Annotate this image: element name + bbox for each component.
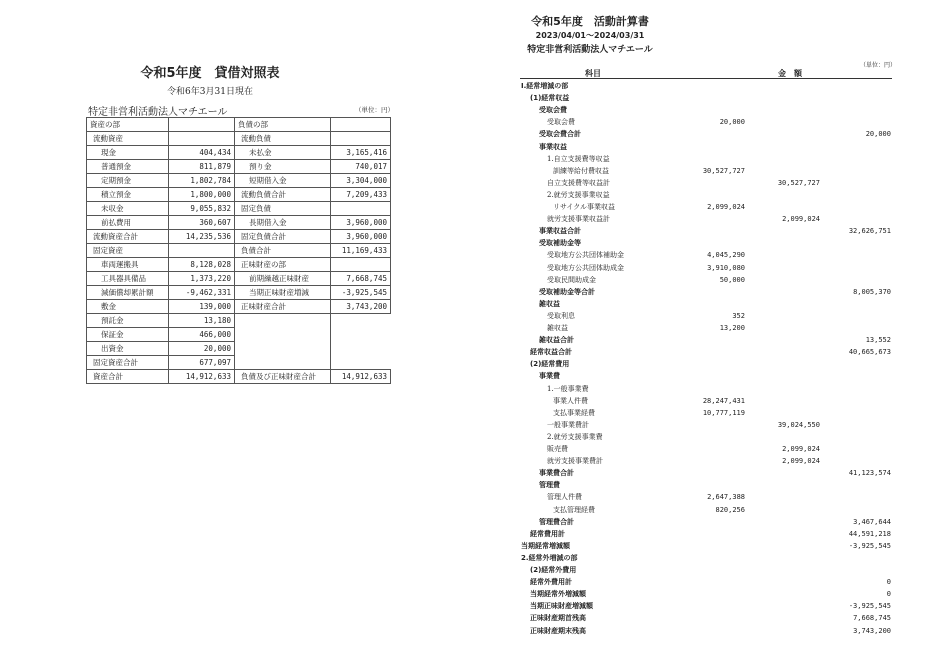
- statement-row-label: リサイクル事業収益: [553, 203, 616, 211]
- statement-row: [0, 287, 930, 298]
- account-cell: 流動負債: [235, 132, 331, 146]
- statement-row: [0, 323, 930, 334]
- account-cell: 未収金: [87, 202, 169, 216]
- statement-row-label: 事業費: [539, 372, 560, 381]
- statement-row: [0, 384, 930, 395]
- amount-cell: 13,180: [169, 314, 235, 328]
- statement-row: [0, 432, 930, 443]
- statement-amount: -3,925,545: [848, 541, 891, 550]
- amount-cell: 9,055,832: [169, 202, 235, 216]
- amount-cell: -3,925,545: [331, 286, 391, 300]
- statement-row: [0, 359, 930, 370]
- amount-cell: 3,743,200: [331, 300, 391, 314]
- statement-row: [0, 142, 930, 153]
- statement-row: [0, 335, 930, 346]
- account-cell: 固定負債合計: [235, 230, 331, 244]
- amount-cell: 3,960,000: [331, 230, 391, 244]
- statement-amount: 8,005,370: [853, 287, 891, 296]
- statement-row-label: 管理費: [539, 481, 560, 490]
- statement-row: [0, 589, 930, 600]
- statement-amount: -3,925,545: [848, 602, 891, 611]
- account-cell: 短期借入金: [235, 174, 331, 188]
- statement-row-label: 訓練等給付費収益: [553, 166, 609, 175]
- statement-row-label: 経常費用計: [530, 529, 565, 538]
- statement-row: [0, 565, 930, 576]
- account-cell: 当期正味財産増減: [235, 286, 331, 300]
- account-cell: 固定資産合計: [87, 356, 169, 370]
- statement-row: [0, 129, 930, 140]
- statement-amount: 28,247,431: [702, 396, 745, 405]
- statement-amount: 44,591,218: [848, 529, 891, 538]
- statement-row: [0, 517, 930, 528]
- statement-amount: 13,200: [719, 324, 745, 332]
- statement-amount: 20,000: [865, 130, 891, 139]
- statement-row-label: 事業収益: [539, 142, 567, 151]
- statement-row: [0, 166, 930, 177]
- statement-row: [0, 420, 930, 431]
- amount-cell: 3,304,000: [331, 174, 391, 188]
- activity-statement-org: 特定非営利活動法人マチエール: [527, 45, 653, 55]
- amount-cell: 7,668,745: [331, 272, 391, 286]
- statement-row-label: 雑収益: [539, 299, 560, 308]
- account-cell: 流動負債合計: [235, 188, 331, 202]
- amount-cell: 740,017: [331, 160, 391, 174]
- statement-row-label: 1.一般事業費: [547, 384, 589, 393]
- statement-row-label: 正味財産期首残高: [530, 614, 586, 623]
- account-cell: 減価償却累計額: [87, 286, 169, 300]
- statement-row-label: 受取補助金等合計: [539, 287, 595, 296]
- statement-row-label: 受取地方公共団体補助金: [547, 251, 624, 260]
- amount-cell: 8,128,028: [169, 258, 235, 272]
- account-cell: 定期預金: [87, 174, 169, 188]
- account-cell: 正味財産の部: [235, 258, 331, 272]
- account-cell: 預り金: [235, 160, 331, 174]
- statement-row-label: 自立支援費等収益計: [547, 178, 610, 187]
- balance-sheet-title: 令和5年度 貸借対照表: [140, 66, 280, 81]
- statement-row: [0, 613, 930, 624]
- statement-amount: 40,665,673: [848, 348, 891, 357]
- amount-cell: 139,000: [169, 300, 235, 314]
- amount-cell: 1,373,220: [169, 272, 235, 286]
- statement-row-label: 2.就労支援事業収益: [547, 190, 610, 199]
- statement-row: [0, 468, 930, 479]
- account-cell: 負債及び正味財産合計: [235, 370, 331, 384]
- statement-row-label: 支払管理経費: [553, 505, 595, 514]
- statement-row: [0, 480, 930, 491]
- statement-row-label: (1)経常収益: [530, 94, 570, 103]
- statement-row: [0, 505, 930, 516]
- amount-cell: 1,802,784: [169, 174, 235, 188]
- statement-row: [0, 529, 930, 540]
- statement-row-label: 受取地方公共団体助成金: [547, 263, 624, 272]
- statement-row: [0, 299, 930, 310]
- account-cell: 資産合計: [87, 370, 169, 384]
- statement-row-label: 事業人件費: [553, 396, 588, 405]
- statement-amount: 13,552: [865, 336, 891, 345]
- amount-cell: 14,235,536: [169, 230, 235, 244]
- amount-cell: 811,879: [169, 160, 235, 174]
- account-cell: 敷金: [87, 300, 169, 314]
- amount-cell: -9,462,331: [169, 286, 235, 300]
- statement-amount: 2,099,024: [782, 215, 820, 224]
- statement-amount: 4,045,290: [707, 251, 745, 260]
- amount-cell: 404,434: [169, 146, 235, 160]
- statement-row-label: 当期経常外増減額: [530, 590, 586, 599]
- balance-sheet-date: 令和6年3月31日現在: [167, 87, 253, 97]
- statement-row-label: 事業費合計: [539, 469, 574, 478]
- amount-cell: 677,097: [169, 356, 235, 370]
- statement-row-label: 事業収益合計: [539, 227, 581, 236]
- amount-cell: 360,607: [169, 216, 235, 230]
- balance-sheet-unit: （単位：円）: [355, 106, 394, 114]
- statement-row: [0, 190, 930, 201]
- statement-row: [0, 178, 930, 189]
- account-cell: 長期借入金: [235, 216, 331, 230]
- statement-row-label: 1.自立支援費等収益: [547, 154, 610, 163]
- account-cell: 車両運搬具: [87, 258, 169, 272]
- statement-row: [0, 492, 930, 503]
- statement-row-label: 受取利息: [547, 311, 575, 320]
- account-cell: 現金: [87, 146, 169, 160]
- column-header-amount: 金 額: [778, 69, 802, 78]
- activity-statement-unit: （単位：円）: [860, 62, 897, 69]
- column-header-item: 科目: [585, 69, 601, 78]
- statement-row-label: 正味財産期末残高: [530, 626, 586, 635]
- statement-row: [0, 250, 930, 261]
- statement-amount: 2,099,024: [782, 445, 820, 453]
- statement-row-label: (2)経常費用: [530, 360, 570, 369]
- header-divider: [520, 78, 892, 79]
- account-cell: 流動資産: [87, 132, 169, 146]
- statement-amount: 3,910,080: [707, 263, 745, 272]
- statement-amount: 352: [732, 311, 745, 320]
- statement-row: [0, 396, 930, 407]
- account-cell: 普通預金: [87, 160, 169, 174]
- statement-row-label: 経常収益合計: [530, 348, 572, 357]
- account-cell: 流動資産合計: [87, 230, 169, 244]
- statement-row-label: Ⅰ.経常増減の部: [521, 82, 569, 90]
- statement-amount: 820,256: [715, 505, 745, 514]
- statement-row-label: 雑収益: [547, 324, 568, 332]
- statement-row-label: 雑収益合計: [539, 336, 574, 345]
- statement-amount: 39,024,550: [777, 420, 820, 429]
- statement-row-label: (2)経常外費用: [530, 566, 577, 574]
- statement-amount: 41,123,574: [848, 469, 891, 478]
- statement-row: [0, 214, 930, 225]
- account-cell: 固定負債: [235, 202, 331, 216]
- statement-amount: 7,668,745: [853, 614, 891, 623]
- amount-cell: 1,800,000: [169, 188, 235, 202]
- account-cell: 正味財産合計: [235, 300, 331, 314]
- account-cell: 資産の部: [87, 118, 169, 132]
- statement-row: [0, 117, 930, 128]
- statement-row-label: 経常外費用計: [530, 578, 572, 587]
- statement-row-label: 一般事業費計: [547, 420, 589, 429]
- statement-row: [0, 238, 930, 249]
- statement-row: [0, 541, 930, 552]
- statement-row-label: 当期経常増減額: [521, 541, 570, 550]
- statement-amount: 3,743,200: [853, 626, 891, 635]
- account-cell: 工具器具備品: [87, 272, 169, 286]
- statement-row-label: 就労支援事業費計: [547, 457, 603, 466]
- statement-amount: 10,777,119: [702, 408, 745, 417]
- statement-row: [0, 105, 930, 116]
- statement-amount: 2,099,024: [782, 457, 820, 466]
- account-cell: 前払費用: [87, 216, 169, 230]
- statement-row: [0, 553, 930, 564]
- statement-row: [0, 93, 930, 104]
- statement-amount: 30,527,727: [702, 166, 745, 175]
- account-cell: 積立預金: [87, 188, 169, 202]
- statement-row: [0, 626, 930, 637]
- statement-row: [0, 275, 930, 286]
- statement-amount: 2,647,388: [707, 493, 745, 502]
- statement-row-label: 当期正味財産増減額: [530, 602, 593, 611]
- amount-cell: 14,912,633: [331, 370, 391, 384]
- account-cell: 負債の部: [235, 118, 331, 132]
- activity-statement-period: 2023/04/01～2024/03/31: [535, 31, 645, 40]
- statement-row: [0, 81, 930, 92]
- statement-amount: 0: [886, 578, 891, 587]
- account-cell: 保証金: [87, 328, 169, 342]
- amount-cell: 3,960,000: [331, 216, 391, 230]
- statement-row-label: 受取補助金等: [539, 239, 581, 248]
- statement-amount: 20,000: [719, 118, 745, 127]
- account-cell: 出資金: [87, 342, 169, 356]
- statement-amount: 30,527,727: [777, 178, 820, 187]
- activity-statement-title: 令和5年度 活動計算書: [531, 15, 649, 28]
- statement-row: [0, 408, 930, 419]
- statement-row: [0, 154, 930, 165]
- statement-row-label: 販売費: [547, 445, 568, 453]
- statement-row: [0, 263, 930, 274]
- statement-amount: 32,626,751: [848, 227, 891, 236]
- amount-cell: 11,169,433: [331, 244, 391, 258]
- amount-cell: 14,912,633: [169, 370, 235, 384]
- statement-row-label: 支払事業経費: [553, 408, 595, 417]
- statement-row: [0, 202, 930, 213]
- statement-amount: 3,467,644: [853, 517, 891, 526]
- amount-cell: 7,209,433: [331, 188, 391, 202]
- statement-amount: 2,099,024: [707, 203, 745, 211]
- statement-amount: 50,000: [719, 275, 745, 284]
- statement-row-label: 受取民間助成金: [547, 275, 596, 284]
- statement-amount: 0: [886, 590, 891, 599]
- statement-row-label: 2.経常外増減の部: [521, 553, 578, 562]
- statement-row: [0, 456, 930, 467]
- amount-cell: 466,000: [169, 328, 235, 342]
- statement-row-label: 受取会費: [539, 106, 567, 115]
- statement-row-label: 2.就労支援事業費: [547, 432, 603, 441]
- account-cell: 負債合計: [235, 244, 331, 258]
- amount-cell: 3,165,416: [331, 146, 391, 160]
- statement-row: [0, 371, 930, 382]
- statement-row-label: 受取会費合計: [539, 130, 581, 139]
- balance-sheet-org: 特定非営利活動法人マチエール: [88, 107, 228, 118]
- statement-row: [0, 311, 930, 322]
- statement-row-label: 管理人件費: [547, 493, 582, 502]
- statement-row: [0, 601, 930, 612]
- statement-row-label: 就労支援事業収益計: [547, 215, 610, 224]
- account-cell: 前期繰越正味財産: [235, 272, 331, 286]
- statement-row: [0, 347, 930, 358]
- statement-row-label: 管理費合計: [539, 517, 574, 526]
- statement-row-label: 受取会費: [547, 118, 575, 127]
- statement-row: [0, 577, 930, 588]
- statement-row: [0, 226, 930, 237]
- statement-row: [0, 444, 930, 455]
- account-cell: 預託金: [87, 314, 169, 328]
- account-cell: 未払金: [235, 146, 331, 160]
- account-cell: 固定資産: [87, 244, 169, 258]
- amount-cell: 20,000: [169, 342, 235, 356]
